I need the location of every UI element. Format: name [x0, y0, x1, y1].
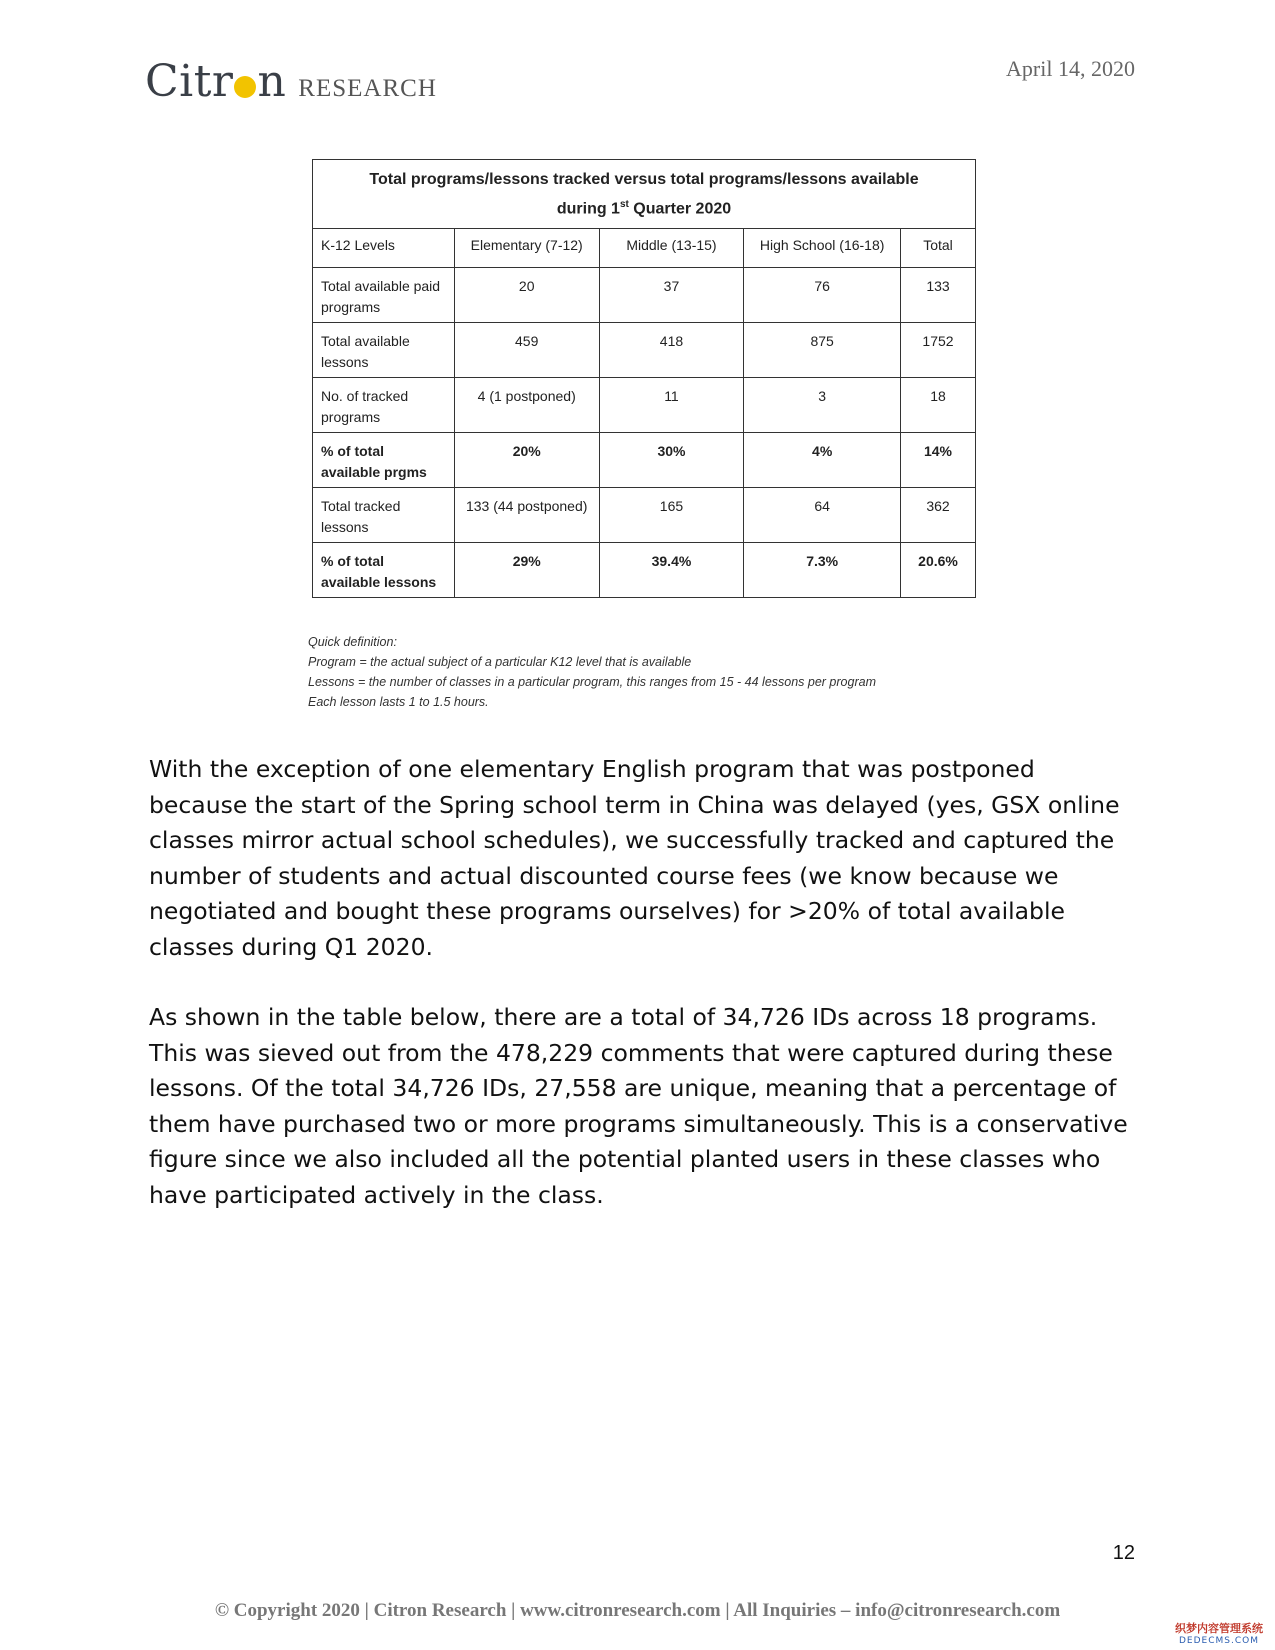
table-cell: 418: [599, 323, 744, 378]
table-row: [313, 268, 976, 323]
watermark: [1171, 1620, 1267, 1646]
table-cell: 1752: [901, 323, 976, 378]
definition-duration: Each lesson lasts 1 to 1.5 hours.: [308, 695, 489, 709]
table-cell: 37: [599, 268, 744, 323]
column-header: Total: [901, 229, 976, 268]
table-cell: 4 (1 postponed): [454, 378, 599, 433]
column-header: Middle (13-15): [599, 229, 744, 268]
table-cell: 362: [901, 488, 976, 543]
row-label: Total tracked lessons: [313, 488, 455, 543]
table-cell: 7.3%: [744, 543, 901, 598]
watermark-line2: DEDECMS.COM: [1179, 1636, 1259, 1646]
citron-research-logo: [145, 56, 437, 106]
table-cell: 165: [599, 488, 744, 543]
table-cell: 4%: [744, 433, 901, 488]
logo-wordmark: Citr n: [145, 56, 287, 107]
table-cell: 11: [599, 378, 744, 433]
table-cell: 20%: [454, 433, 599, 488]
quick-definitions: [308, 632, 876, 712]
table-cell: 20: [454, 268, 599, 323]
definitions-heading: Quick definition:: [308, 635, 397, 649]
row-label: Total available paid programs: [313, 268, 455, 323]
logo-research-label: RESEARCH: [298, 75, 437, 102]
programs-lessons-table: [312, 159, 976, 598]
table-row: [313, 488, 976, 543]
table-cell: 29%: [454, 543, 599, 598]
row-label: No. of tracked programs: [313, 378, 455, 433]
body-paragraph: As shown in the table below, there are a total of 34,726 IDs across 18 programs. This was sieved out from the 478,229 comments that were captured during these lessons. Of the total 34,726 IDs, 27,558 are unique, meaning that a percentage of them have purchased two or more programs simultaneously. This is a conservative figure since we also included all the potential planted users in these classes who have participated actively in the class.: [149, 1003, 1128, 1209]
table-cell: 875: [744, 323, 901, 378]
table-row: [313, 323, 976, 378]
definition-program: Program = the actual subject of a particular K12 level that is available: [308, 655, 692, 669]
watermark-line1: 织梦内容管理系统: [1175, 1622, 1263, 1635]
table-cell: 76: [744, 268, 901, 323]
table-row: [313, 433, 976, 488]
table-cell: 18: [901, 378, 976, 433]
table-cell: 64: [744, 488, 901, 543]
table-cell: 459: [454, 323, 599, 378]
table-title: Total programs/lessons tracked versus total programs/lessons available during 1st Quarter 2020: [313, 160, 976, 229]
table-cell: 133: [901, 268, 976, 323]
table-cell: 133 (44 postponed): [454, 488, 599, 543]
lemon-dot-icon: [234, 76, 256, 98]
row-label: % of total available prgms: [313, 433, 455, 488]
table-cell: 14%: [901, 433, 976, 488]
definition-lessons: Lessons = the number of classes in a particular program, this ranges from 15 - 44 lessons per program: [308, 675, 876, 689]
table-row: [313, 543, 976, 598]
page-number: 12: [1112, 1542, 1135, 1564]
table-header-row: [313, 229, 976, 268]
column-header: K-12 Levels: [313, 229, 455, 268]
column-header: Elementary (7-12): [454, 229, 599, 268]
table-cell: 3: [744, 378, 901, 433]
table-row: [313, 378, 976, 433]
body-paragraph: With the exception of one elementary English program that was postponed because the start of the Spring school term in China was delayed (yes, GSX online classes mirror actual school schedules), we successfully tracked and captured the number of students and actual discounted course fees (we know because we negotiated and bought these programs ourselves) for >20% of total available classes during Q1 2020.: [149, 755, 1120, 961]
document-date: April 14, 2020: [1006, 56, 1135, 81]
column-header: High School (16-18): [744, 229, 901, 268]
programs-table-container: [312, 159, 976, 598]
copyright-footer: © Copyright 2020 | Citron Research | www.citronresearch.com | All Inquiries – info@citronresearch.com: [214, 1600, 1061, 1621]
table-cell: 20.6%: [901, 543, 976, 598]
table-cell: 39.4%: [599, 543, 744, 598]
row-label: Total available lessons: [313, 323, 455, 378]
row-label: % of total available lessons: [313, 543, 455, 598]
table-cell: 30%: [599, 433, 744, 488]
